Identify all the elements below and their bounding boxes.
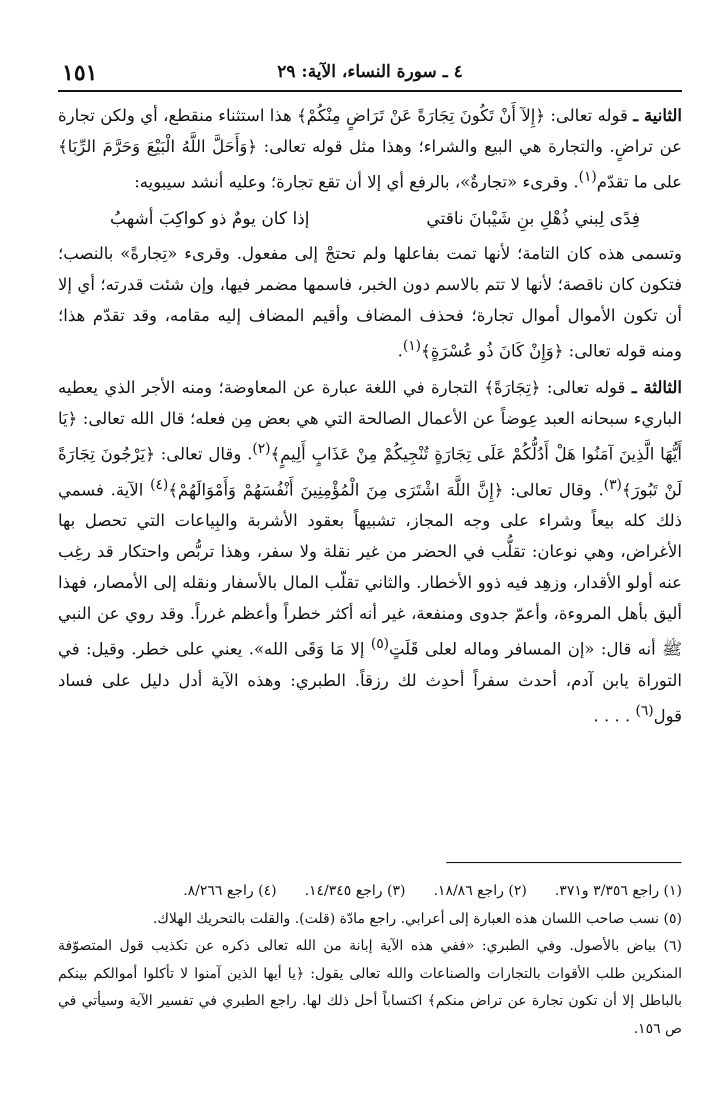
footnote-1: (١) راجع ٣/٣٥٦ و٣٧١.	[554, 883, 682, 899]
footnote-ref: (٤)	[150, 476, 169, 493]
footnote-3: (٣) راجع ١٤/٣٤٥.	[304, 883, 406, 899]
footnote-ref: (١)	[578, 169, 597, 185]
paragraph-text: . وقال تعالى: ﴿يَرْجُونَ تِجَارَةً لَنْ تَبُورَ﴾	[58, 444, 682, 499]
main-text	[58, 100, 682, 731]
page-header	[58, 56, 682, 92]
paragraph-text: . وقال تعالى: ﴿إِنَّ اللَّهَ اشْتَرَى مِنَ الْمُؤْمِنِينَ أَنْفُسَهُمْ وَأَمْوَالَهُمْ﴾	[168, 480, 604, 499]
footnote-6: (٦) بياض بالأصول. وفي الطبري: «ففي هذه الآية إبانة من الله تعالى ذكره عن تكذيب قول المتصوّفة المنكرين طلب الأقوات بالتجارات والصناعات والله تعالى يقول: ﴿يا أيها الذين آمنوا لا تأكلوا أموالكم بينكم بالباطل إلا أن تكون تجارة عن تراض منكم﴾ اكتساباً أحل ذلك لها. راجع الطبري في تفسير الآية وسيأتي في ص ١٥٦.	[58, 938, 682, 1037]
footnote-ref: (٢)	[252, 441, 271, 457]
footnote-refs-row	[58, 878, 682, 906]
paragraph-text: . وقرىء «تجارةٌ»، بالرفع أي إلا أن تقع تجارة؛ وعليه أنشد سيبويه:	[134, 172, 579, 192]
paragraph-text: وتسمى هذه كان التامة؛ لأنها تمت بفاعلها ولم تحتجْ إلى مفعول. وقرىء «تِجارةً» بالنصب؛ فتكون كان ناقصة؛ لأنها لا تتم بالاسم دون الخبر، فاسمها مضمر فيها، وإن شئت قدرته؛ أي إلا أن تكون الأموال أموال تجارة؛ فحذف المضاف وأقيم المضاف إليه مقامه، وقد تقدّم هذا؛ ومنه قوله تعالى: ﴿وَإِنْ كَانَ ذُو عُسْرَةٍ﴾	[58, 243, 682, 360]
paragraph-third	[58, 372, 682, 731]
running-title: ٤ ـ سورة النساء، الآية: ٢٩	[277, 62, 463, 82]
footnotes	[58, 878, 682, 1043]
section-label-third: الثالثة ـ	[631, 378, 682, 397]
footnote-ref: (١)	[402, 337, 422, 354]
verse-first-hemistich: فِدًى لِبني ذُهْلِ بنِ شَيْبانَ ناقتي	[426, 208, 640, 229]
paragraph-text: قوله تعالى: ﴿تِجَارَةً﴾ التجارة في اللغة عبارة عن المعاوضة؛ ومنه الأجر الذي يعطيه الباريء سبحانه العبد عِوضاً عن الأعمال الصالحة التي هي بعض مِن فعله؛ قال الله تعالى: ﴿يَا أَيُّهَا الَّذِينَ آمَنُوا هَلْ أَدُلُّكُمْ عَلَى تِجَارَةٍ تُنْجِيكُمْ مِنْ عَذَابٍ أَلِيمٍ﴾	[58, 378, 682, 464]
paragraph-text: إلا مَا وَقَى الله». يعني على خطر. وقيل: في التوراة يابن آدم، أحدث سفراً أحدِث لك رزقاً. الطبري: وهذه الآية أدل دليل على فساد قول	[58, 639, 682, 725]
footnote-separator	[446, 862, 682, 864]
paragraph-continuation	[58, 238, 682, 367]
footnote-ref: (٥)	[370, 636, 389, 652]
paragraph-second	[58, 100, 682, 198]
footnote-ref: (٣)	[603, 476, 622, 493]
paragraph-text: .	[397, 341, 403, 360]
footnote-4: (٤) راجع ٨/٢٦٦.	[183, 883, 277, 899]
footnote-ref: (٦)	[635, 702, 654, 719]
paragraph-text: الآية. فسمي ذلك كله بيعاً وشراء على وجه المجاز، تشبيهاً بعقود الأشربة والبِياعات التي تحصل بها الأغراض، وهي نوعان: تقلُّب في الحضر من غير نقلة ولا سفر، وهذا تربُّص واحتكار قد رغِب عنه أولو الأقدار، وزهِد فيه ذوو الأخطار. والثاني تقلّب المال بالأسفار ونقله إلى الأمصار، فهذا أليق بأهل المروءة، وأعمّ جدوى ومنفعة، غير أنه أكثر خطراً وأعظم غرراً. وقد روي عن النبي ﷺ أنه قال: «إن المسافر وماله لعلى قَلَتٍ	[58, 480, 683, 659]
footnote-2: (٢) راجع ١٨/٨٦.	[433, 883, 527, 899]
paragraph-text: قوله تعالى: ﴿إِلآ أَنْ تَكُونَ تِجَارَةً عَنْ تَرَاضٍ مِنْكُمْ﴾ هذا استثناء منقطع، أي ولكن تجارة عن تراضٍ. والتجارة هي البيع والشراء؛ وهذا مثل قوله تعالى: ﴿وَأَحَلَّ اللَّهُ الْبَيْعَ وَحَرَّمَ الرِّبَا﴾ على ما تقدّم	[58, 106, 682, 192]
verse-second-hemistich: إذا كان يومٌ ذو كواكِبَ أشهبُ	[110, 208, 310, 229]
paragraph-text: . . . .	[593, 706, 636, 725]
page-number: ١٥١	[62, 60, 98, 86]
section-label-second: الثانية ـ	[633, 106, 682, 125]
footnote-5: (٥) نسب صاحب اللسان هذه العبارة إلى أعرابي. راجع مادّة (قلت). والقلت بالتحريك الهلاك.	[152, 910, 682, 927]
poetry-verse	[58, 198, 682, 238]
book-page	[58, 56, 682, 1079]
